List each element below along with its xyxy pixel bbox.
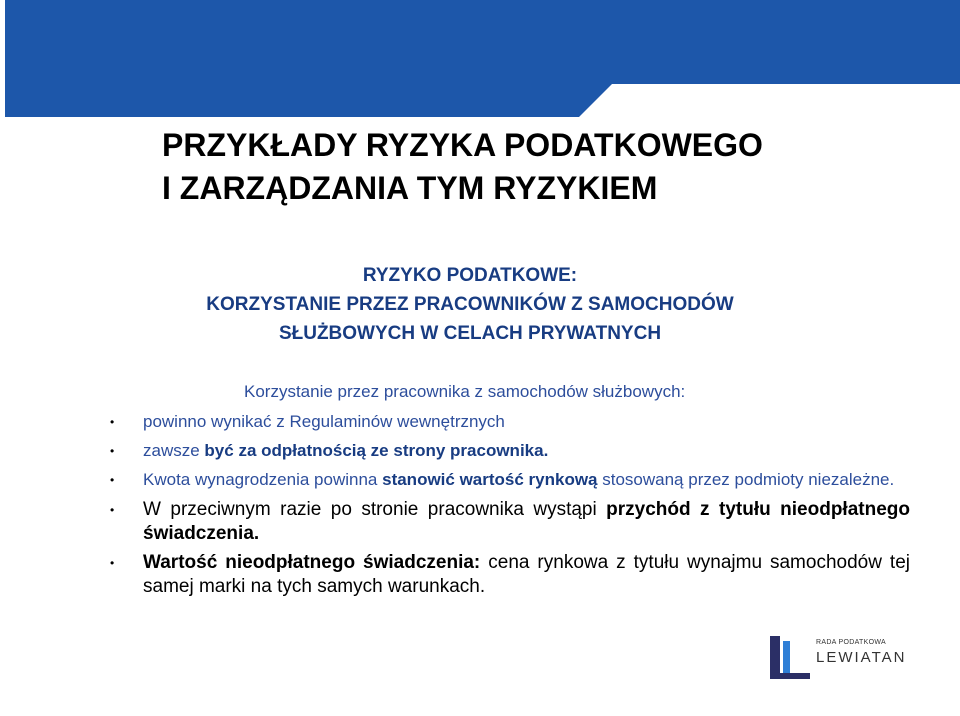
lewiatan-logo <box>768 633 918 683</box>
page-title <box>162 124 763 210</box>
bullet-item <box>108 498 910 546</box>
bullet-list <box>108 411 910 604</box>
bullet-item <box>108 551 910 599</box>
bullet-dot-icon: • <box>110 415 115 429</box>
bullet-text: stosowaną przez podmioty niezależne. <box>597 470 895 489</box>
subtitle-line-3: SŁUŻBOWYCH W CELACH PRYWATNYCH <box>278 323 662 344</box>
subtitle-line-1: RYZYKO PODATKOWE: <box>362 265 578 286</box>
page-title-line-1: PRZYKŁADY RYZYKA PODATKOWEGO <box>162 127 763 163</box>
bullet-text: cena rynkowa z tytułu wynajmu samochodów tej samej marki na tych samych warunkach. <box>143 552 910 597</box>
bullet-text-bold: Wartość nieodpłatnego świadczenia: <box>143 552 481 573</box>
header-band <box>5 0 960 117</box>
bullet-item <box>108 469 910 491</box>
header-band-shape <box>5 0 960 117</box>
logo-big-text: LEWIATAN <box>816 649 907 666</box>
bullet-text-bold: przychód z tytułu nieodpłatnego świadczenia. <box>143 499 910 544</box>
bullet-dot-icon: • <box>110 556 115 570</box>
bullet-text-bold: być za odpłatnością ze strony pracownika. <box>204 441 549 460</box>
bullet-dot-icon: • <box>110 444 115 458</box>
bullet-item <box>108 440 910 462</box>
page-title-line-2: I ZARZĄDZANIA TYM RYZYKIEM <box>162 170 658 206</box>
logo-small-text: RADA PODATKOWA <box>816 639 886 646</box>
bullet-dot-icon: • <box>110 503 115 517</box>
intro-text: Korzystanie przez pracownika z samochodów służbowych: <box>244 382 686 401</box>
bullet-text: zawsze <box>143 441 205 460</box>
bullet-text: W przeciwnym razie po stronie pracownika wystąpi <box>143 499 607 520</box>
bullet-text: Kwota wynagrodzenia powinna <box>143 470 383 489</box>
bullet-text-bold: stanowić wartość rynkową <box>382 470 598 489</box>
bullet-dot-icon: • <box>110 473 115 487</box>
lewiatan-logo-mark-icon <box>768 633 812 683</box>
bullet-text: powinno wynikać z Regulaminów wewnętrznych <box>143 412 505 431</box>
bullet-item <box>108 411 910 433</box>
subtitle <box>150 261 790 348</box>
subtitle-line-2: KORZYSTANIE PRZEZ PRACOWNIKÓW Z SAMOCHODÓW <box>206 294 734 315</box>
